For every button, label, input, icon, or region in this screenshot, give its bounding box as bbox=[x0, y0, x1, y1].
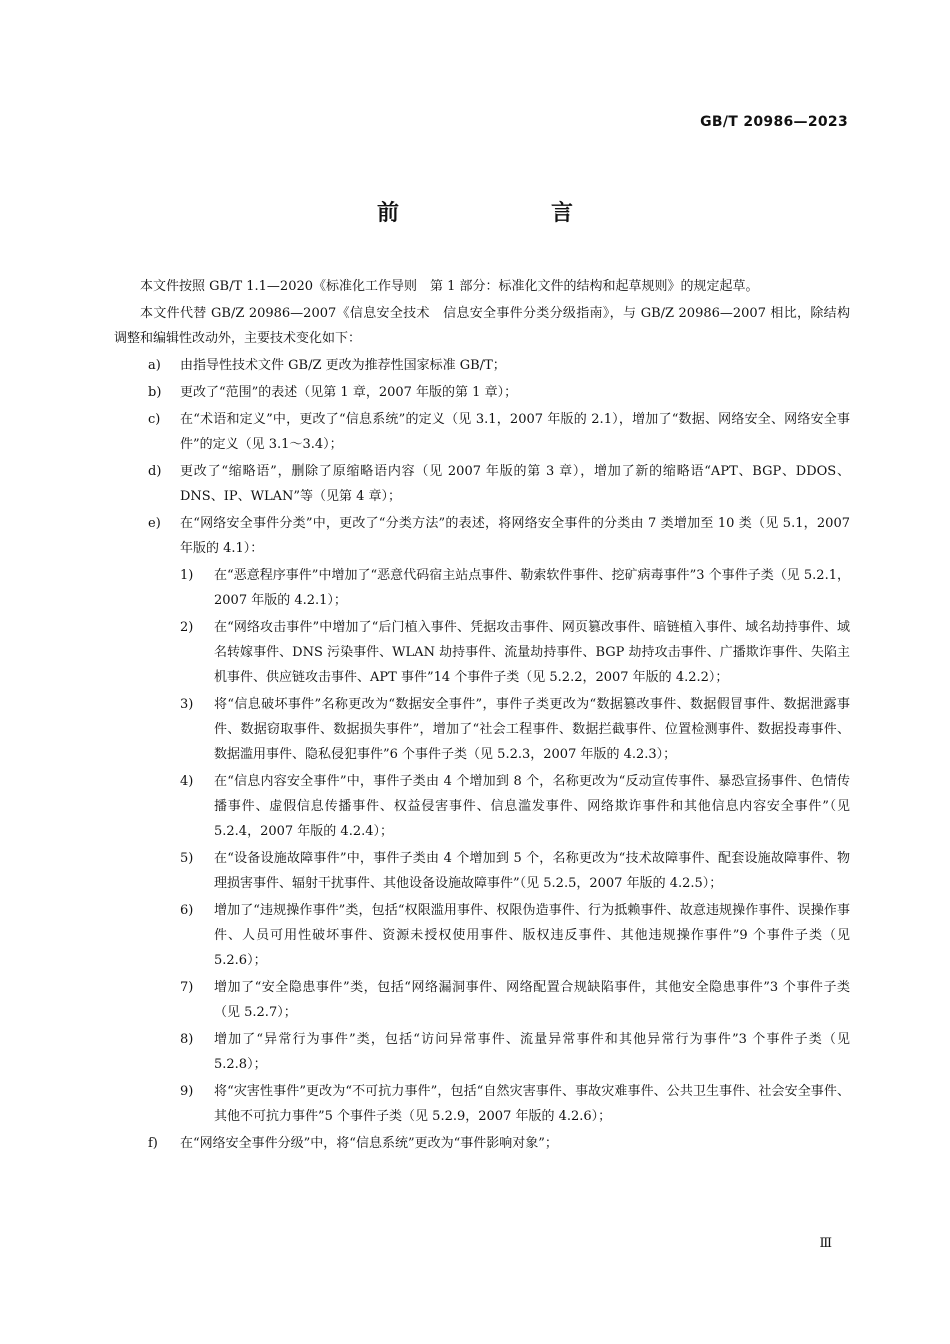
sub-list-marker: 7) bbox=[180, 980, 194, 995]
sub-list-item bbox=[114, 615, 850, 690]
list-item bbox=[114, 407, 850, 457]
list-item-text: 更改了“缩略语”，删除了原缩略语内容（见 2007 年版的第 3 章），增加了新的缩略语“APT、BGP、DDOS、DNS、IP、WLAN”等（见第 4 章）； bbox=[180, 464, 850, 504]
paragraph-drafting-basis: 本文件按照 GB/T 1.1—2020《标准化工作导则 第 1 部分：标准化文件的结构和起草规则》的规定起草。 bbox=[140, 279, 759, 294]
sub-list-item-text: 在“网络攻击事件”中增加了“后门植入事件、凭据攻击事件、网页篡改事件、暗链植入事件、域名劫持事件、域名转嫁事件、DNS 污染事件、WLAN 劫持事件、流量劫持事件、BGP 劫持攻击事件、广播欺诈事件、失陷主机事件、供应链攻击事件、APT 事件”14 个事件子类（见 5.2.2，2007 年版的 4.2.2）； bbox=[214, 620, 850, 685]
document-body bbox=[114, 274, 850, 1158]
sub-list-item bbox=[114, 563, 850, 613]
list-marker: c) bbox=[148, 412, 161, 427]
sub-list-marker: 9) bbox=[180, 1084, 194, 1099]
sub-list-marker: 4) bbox=[180, 774, 194, 789]
list-item-text: 在“术语和定义”中，更改了“信息系统”的定义（见 3.1，2007 年版的 2.1），增加了“数据、网络安全、网络安全事件”的定义（见 3.1～3.4）； bbox=[180, 412, 850, 452]
sub-list-item bbox=[114, 769, 850, 844]
standard-code: GB/T 20986—2023 bbox=[700, 114, 848, 130]
list-marker: a) bbox=[148, 358, 161, 373]
sub-list-marker: 2) bbox=[180, 620, 194, 635]
sub-list-item-text: 在“恶意程序事件”中增加了“恶意代码宿主站点事件、勒索软件事件、挖矿病毒事件”3 个事件子类（见 5.2.1，2007 年版的 4.2.1）； bbox=[214, 568, 850, 608]
list-marker: e) bbox=[148, 516, 161, 531]
list-item-text: 由指导性技术文件 GB/Z 更改为推荐性国家标准 GB/T； bbox=[180, 358, 506, 373]
list-item-text: 在“网络安全事件分级”中，将“信息系统”更改为“事件影响对象”； bbox=[180, 1136, 558, 1151]
sub-list-marker: 5) bbox=[180, 851, 194, 866]
page-title: 前 言 bbox=[376, 201, 609, 226]
list-marker: b) bbox=[148, 385, 162, 400]
page-number: Ⅲ bbox=[819, 1236, 832, 1251]
sub-list-item bbox=[114, 692, 850, 767]
sub-list-item-text: 将“信息破坏事件”名称更改为“数据安全事件”，事件子类更改为“数据篡改事件、数据假冒事件、数据泄露事件、数据窃取事件、数据损失事件”，增加了“社会工程事件、数据拦截事件、位置检测事件、数据投毒事件、数据滥用事件、隐私侵犯事件”6 个事件子类（见 5.2.3，2007 年版的 4.2.3）； bbox=[214, 697, 850, 762]
list-marker: f) bbox=[148, 1136, 158, 1151]
list-item bbox=[114, 511, 850, 561]
sub-list-marker: 1) bbox=[180, 568, 194, 583]
sub-list-item bbox=[114, 1027, 850, 1077]
list-item bbox=[114, 380, 850, 405]
paragraph-replacement-note: 本文件代替 GB/Z 20986—2007《信息安全技术 信息安全事件分类分级指南》，与 GB/Z 20986—2007 相比，除结构调整和编辑性改动外，主要技术变化如下： bbox=[114, 306, 850, 346]
list-item-text: 更改了“范围”的表述（见第 1 章，2007 年版的第 1 章）； bbox=[180, 385, 518, 400]
sub-list-item bbox=[114, 975, 850, 1025]
list-item bbox=[114, 1131, 850, 1156]
sub-list-marker: 6) bbox=[180, 903, 194, 918]
sub-list-marker: 8) bbox=[180, 1032, 194, 1047]
sub-list-item-text: 将“灾害性事件”更改为“不可抗力事件”，包括“自然灾害事件、事故灾难事件、公共卫生事件、社会安全事件、其他不可抗力事件”5 个事件子类（见 5.2.9，2007 年版的 4.2.6）； bbox=[214, 1084, 850, 1124]
sub-list-marker: 3) bbox=[180, 697, 194, 712]
sub-list-item bbox=[114, 1079, 850, 1129]
list-item bbox=[114, 459, 850, 509]
sub-list-item-text: 增加了“异常行为事件”类，包括“访问异常事件、流量异常事件和其他异常行为事件”3 个事件子类（见 5.2.8）； bbox=[214, 1032, 850, 1072]
list-marker: d) bbox=[148, 464, 162, 479]
sub-list-item bbox=[114, 898, 850, 973]
sub-list-item-text: 在“设备设施故障事件”中，事件子类由 4 个增加到 5 个，名称更改为“技术故障事件、配套设施故障事件、物理损害事件、辐射干扰事件、其他设备设施故障事件”（见 5.2.5，2007 年版的 4.2.5）； bbox=[214, 851, 850, 891]
sub-list-item-text: 增加了“违规操作事件”类，包括“权限滥用事件、权限伪造事件、行为抵赖事件、故意违规操作事件、误操作事件、人员可用性破坏事件、资源未授权使用事件、版权违反事件、其他违规操作事件”9 个事件子类（见 5.2.6）； bbox=[214, 903, 850, 968]
sub-list-item-text: 增加了“安全隐患事件”类，包括“网络漏洞事件、网络配置合规缺陷事件，其他安全隐患事件”3 个事件子类（见 5.2.7）； bbox=[214, 980, 850, 1020]
sub-list-item-text: 在“信息内容安全事件”中，事件子类由 4 个增加到 8 个，名称更改为“反动宣传事件、暴恐宣扬事件、色情传播事件、虚假信息传播事件、权益侵害事件、信息滥发事件、网络欺诈事件和其他信息内容安全事件”（见 5.2.4，2007 年版的 4.2.4）； bbox=[214, 774, 850, 839]
list-item-text: 在“网络安全事件分类”中，更改了“分类方法”的表述，将网络安全事件的分类由 7 类增加至 10 类（见 5.1，2007 年版的 4.1）： bbox=[180, 516, 850, 556]
sub-list-item bbox=[114, 846, 850, 896]
list-item bbox=[114, 353, 850, 378]
